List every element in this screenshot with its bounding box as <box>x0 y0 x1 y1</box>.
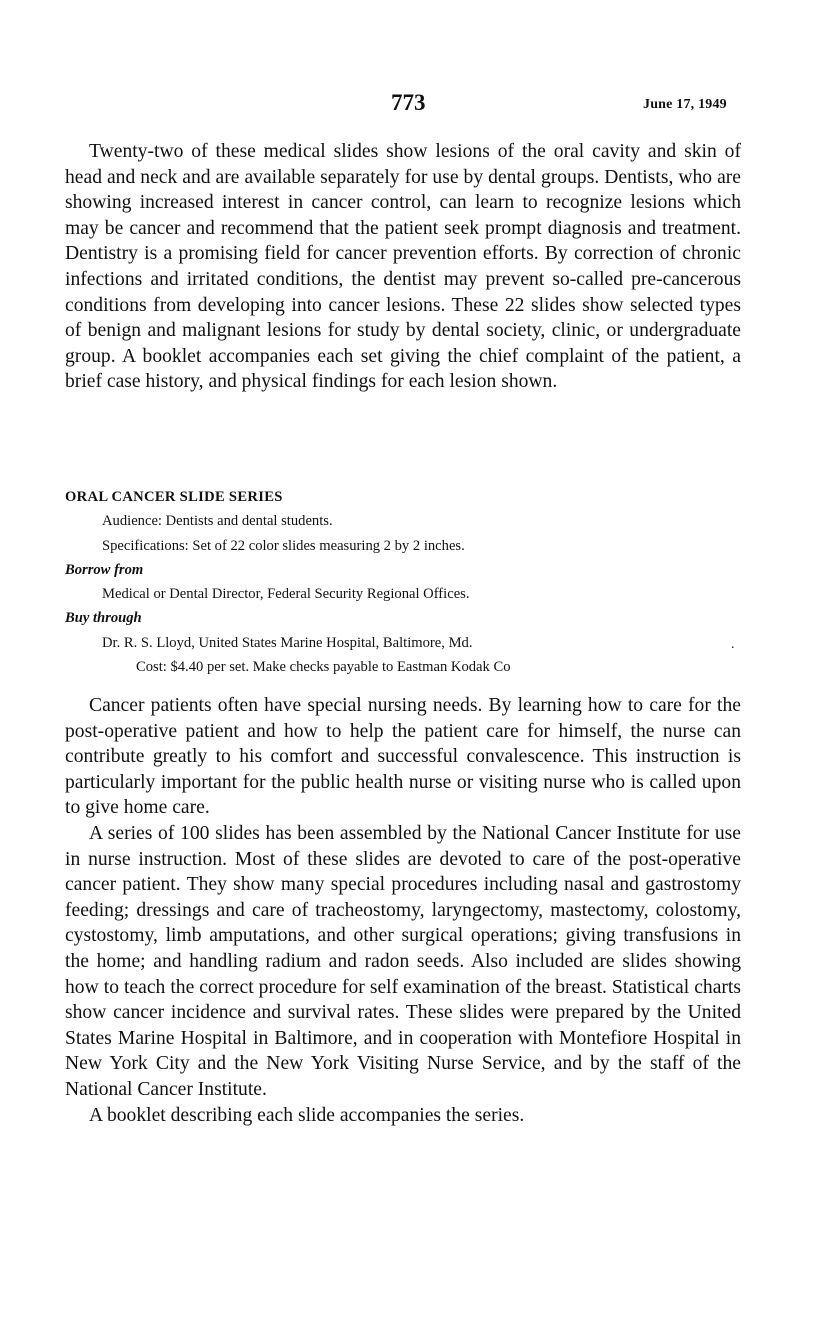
nursing-paragraph: Cancer patients often have special nursing needs. By learning how to care for the post-operative patient and how to help the patient care for himself, the nurse can contribute greatly to his comfort and successful convalescence. This instruction is particularly important for the public health nurse or visiting nurse who is called upon to give home care. <box>65 695 741 819</box>
issue-date: June 17, 1949 <box>643 97 727 112</box>
page-header <box>0 90 816 120</box>
nursing-paragraphs-block <box>65 693 741 1128</box>
buy-label: Buy through <box>65 610 142 627</box>
series-cost: Cost: $4.40 per set. Make checks payable to Eastman Kodak Co <box>136 659 511 676</box>
booklet-paragraph: A booklet describing each slide accompanies the series. <box>89 1104 525 1126</box>
intro-paragraph-block <box>65 139 741 395</box>
page-number: 773 <box>391 90 426 115</box>
borrow-label: Borrow from <box>65 561 144 578</box>
intro-paragraph: Twenty-two of these medical slides show lesions of the oral cavity and skin of head and neck and are available separately for use by dental groups. Dentists, who are showing increased interest in cancer control, can learn to recognize lesions which may be cancer and recommend that the patient seek prompt diagnosis and treatment. Dentistry is a promising field for cancer prevention efforts. By correction of chronic infections and irritated conditions, the dentist may prevent so-called pre-cancerous conditions from developing into cancer lesions. These 22 slides show selected types of benign and malignant lesions for study by dental society, clinic, or undergraduate group. A booklet accompanies each set giving the chief complaint of the patient, a brief case history, and physical findings for each lesion shown. <box>65 141 741 393</box>
slides-paragraph: A series of 100 slides has been assembled by the National Cancer Institute for use in nurse instruction. Most of these slides are devoted to care of the post-operative cancer patient. They show many special procedures including nasal and gastrostomy feeding; dressings and care of tracheostomy, laryngectomy, mastectomy, colostomy, cystostomy, limb amputations, and other surgical operations; giving transfusions in the home; and handling radium and radon seeds. Also included are slides showing how to teach the correct procedure for self examination of the breast. Statistical charts show cancer incidence and survival rates. These slides were prepared by the United States Marine Hospital in Baltimore, and in cooperation with Montefiore Hospital in New York City and the New York Visiting Nurse Service, and by the staff of the National Cancer Institute. <box>65 822 741 1100</box>
series-specifications: Specifications: Set of 22 color slides measuring 2 by 2 inches. <box>102 537 465 554</box>
buy-source: Dr. R. S. Lloyd, United States Marine Hospital, Baltimore, Md. <box>102 634 473 651</box>
slide-series-listing <box>65 485 745 679</box>
series-audience: Audience: Dentists and dental students. <box>102 513 333 530</box>
series-title: ORAL CANCER SLIDE SERIES <box>65 489 283 505</box>
borrow-source: Medical or Dental Director, Federal Security Regional Offices. <box>102 586 470 603</box>
trailing-dot: . <box>731 637 735 652</box>
